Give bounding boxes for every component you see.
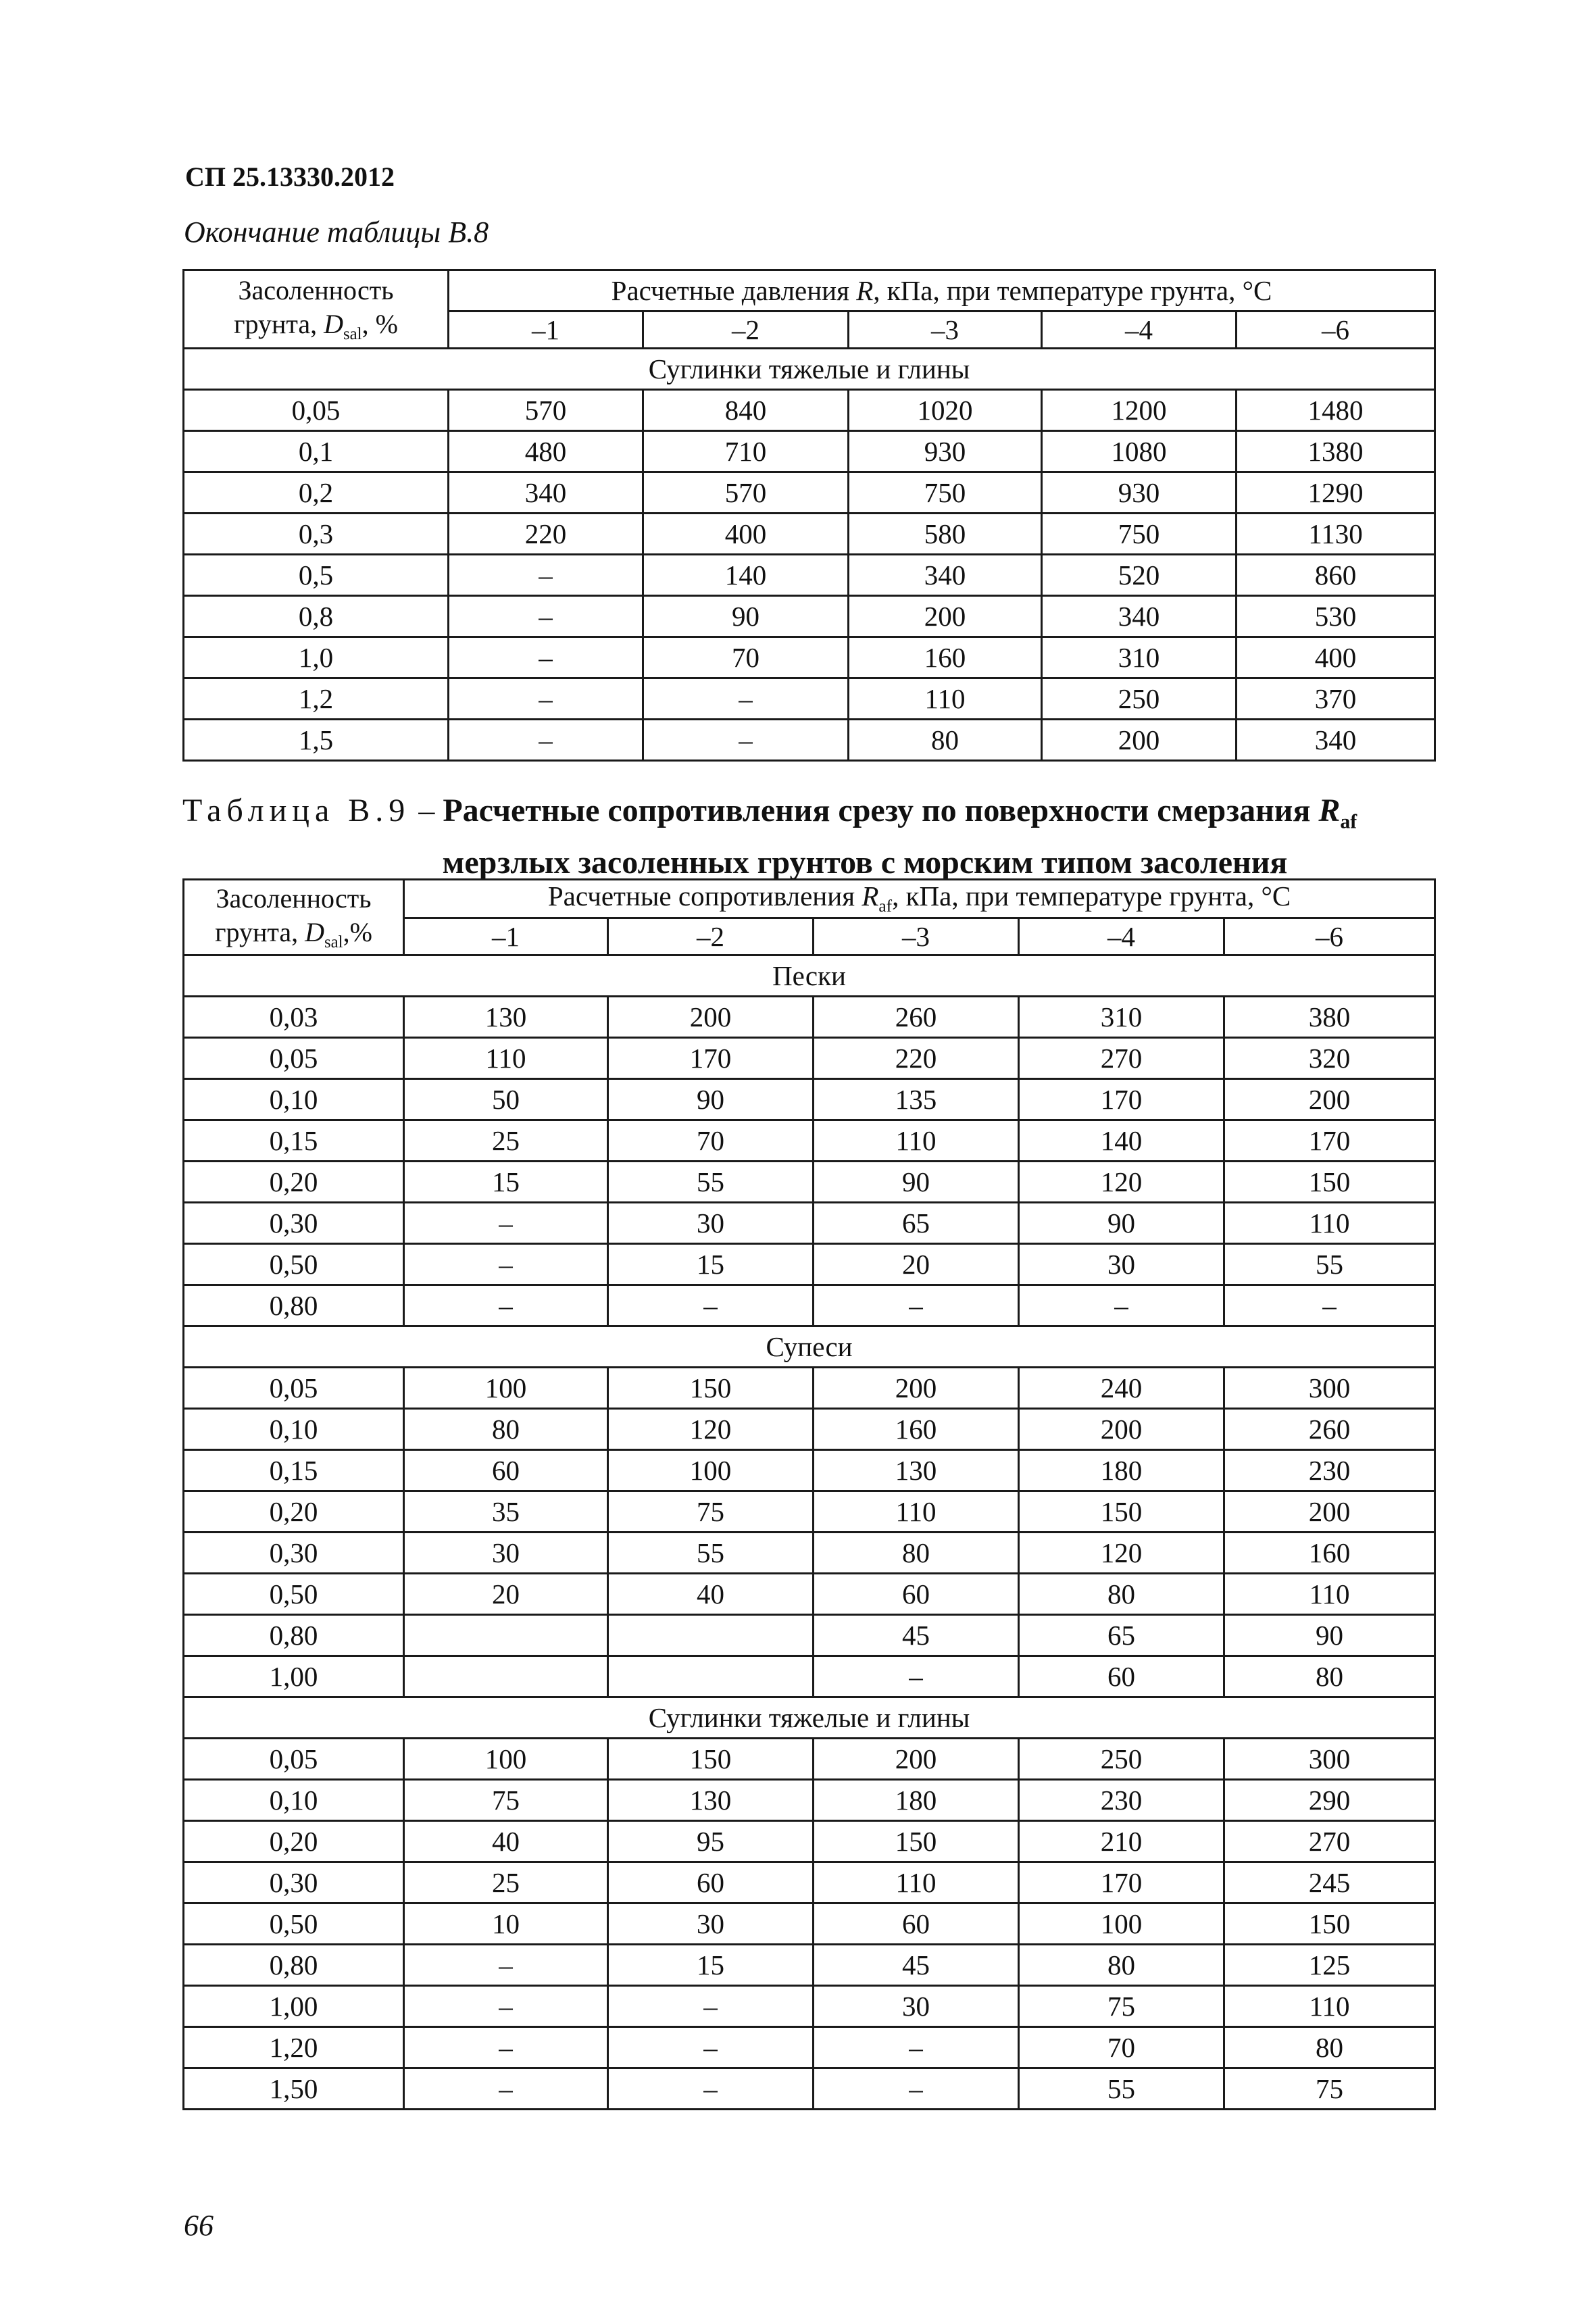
salinity-header: Засоленность грунта, $D_{sal}$, % — [184, 270, 449, 349]
value-cell: 340 — [1042, 596, 1237, 637]
value-cell: 90 — [608, 1079, 814, 1120]
table-row — [184, 472, 1435, 514]
table-b8-body — [184, 349, 1435, 761]
table-row — [184, 1244, 1435, 1285]
table-row — [184, 431, 1435, 472]
value-cell: – — [814, 1285, 1019, 1326]
value-cell: 930 — [849, 431, 1042, 472]
table-row — [184, 555, 1435, 596]
value-cell: 15 — [404, 1162, 608, 1203]
value-cell: 110 — [814, 1862, 1019, 1903]
value-cell: 230 — [1224, 1450, 1435, 1491]
salinity-cell: 0,30 — [184, 1533, 404, 1574]
value-cell: 160 — [849, 637, 1042, 678]
value-cell: 60 — [814, 1903, 1019, 1945]
salinity-cell: 0,10 — [184, 1409, 404, 1450]
value-cell: 310 — [1042, 637, 1237, 678]
salinity-cell: 0,1 — [184, 431, 449, 472]
salinity-cell: 0,50 — [184, 1903, 404, 1945]
value-cell: 1200 — [1042, 390, 1237, 431]
value-cell: 750 — [849, 472, 1042, 514]
value-cell: 570 — [449, 390, 643, 431]
value-cell: 370 — [1237, 678, 1435, 720]
salinity-cell: 0,80 — [184, 1285, 404, 1326]
value-cell: – — [404, 1203, 608, 1244]
value-cell: 310 — [1019, 997, 1224, 1038]
table-row — [184, 1986, 1435, 2027]
table-row — [184, 1285, 1435, 1326]
value-cell: 480 — [449, 431, 643, 472]
value-cell: 250 — [1019, 1739, 1224, 1780]
value-cell: 100 — [1019, 1903, 1224, 1945]
table-row — [184, 1491, 1435, 1533]
value-cell: – — [814, 2027, 1019, 2068]
value-cell: 55 — [608, 1533, 814, 1574]
table-row — [184, 1656, 1435, 1697]
value-cell: – — [814, 1656, 1019, 1697]
temperature-group-header: Расчетные давления R, кПа, при температуре грунта, °С — [449, 270, 1435, 312]
value-cell: 220 — [814, 1038, 1019, 1079]
value-cell: 100 — [404, 1739, 608, 1780]
section-row — [184, 349, 1435, 390]
value-cell: 380 — [1224, 997, 1435, 1038]
table-row — [184, 1574, 1435, 1615]
value-cell: 200 — [1224, 1491, 1435, 1533]
value-cell: – — [404, 2027, 608, 2068]
salinity-cell: 1,2 — [184, 678, 449, 720]
document-code: СП 25.13330.2012 — [185, 161, 395, 192]
value-cell: 150 — [1224, 1903, 1435, 1945]
value-cell: 75 — [1224, 2068, 1435, 2110]
section-title: Суглинки тяжелые и глины — [184, 1697, 1435, 1739]
salinity-cell: 0,50 — [184, 1244, 404, 1285]
value-cell: 35 — [404, 1491, 608, 1533]
value-cell: 200 — [1042, 720, 1237, 761]
value-cell: – — [449, 555, 643, 596]
value-cell: 130 — [814, 1450, 1019, 1491]
value-cell: 30 — [814, 1986, 1019, 2027]
value-cell: 125 — [1224, 1945, 1435, 1986]
salinity-cell: 0,10 — [184, 1780, 404, 1821]
value-cell: 60 — [1019, 1656, 1224, 1697]
value-cell: – — [643, 678, 849, 720]
table-b9-body — [184, 955, 1435, 2110]
section-row — [184, 955, 1435, 997]
value-cell: 260 — [1224, 1409, 1435, 1450]
value-cell: 340 — [1237, 720, 1435, 761]
value-cell: 75 — [404, 1780, 608, 1821]
value-cell: 860 — [1237, 555, 1435, 596]
table-row — [184, 997, 1435, 1038]
value-cell: 55 — [1019, 2068, 1224, 2110]
value-cell: 230 — [1019, 1780, 1224, 1821]
value-cell: 30 — [608, 1903, 814, 1945]
table-row — [184, 1862, 1435, 1903]
value-cell: 180 — [1019, 1450, 1224, 1491]
section-row — [184, 1697, 1435, 1739]
salinity-cell: 0,03 — [184, 997, 404, 1038]
value-cell: 80 — [1019, 1945, 1224, 1986]
table-row — [184, 2027, 1435, 2068]
temperature-header-cell: –3 — [814, 918, 1019, 955]
value-cell: 95 — [608, 1821, 814, 1862]
value-cell: 750 — [1042, 514, 1237, 555]
value-cell: 40 — [608, 1574, 814, 1615]
value-cell: – — [643, 720, 849, 761]
salinity-cell: 0,80 — [184, 1615, 404, 1656]
value-cell: 270 — [1224, 1821, 1435, 1862]
salinity-cell: 0,05 — [184, 1739, 404, 1780]
value-cell: 580 — [849, 514, 1042, 555]
value-cell: 15 — [608, 1244, 814, 1285]
table-b8 — [182, 269, 1436, 762]
value-cell: 120 — [1019, 1533, 1224, 1574]
value-cell: 90 — [1019, 1203, 1224, 1244]
value-cell: 340 — [449, 472, 643, 514]
table-row — [184, 1079, 1435, 1120]
value-cell: 100 — [404, 1368, 608, 1409]
value-cell: 150 — [814, 1821, 1019, 1862]
value-cell: 70 — [1019, 2027, 1224, 2068]
value-cell: 110 — [814, 1491, 1019, 1533]
value-cell: 170 — [1224, 1120, 1435, 1162]
value-cell: 110 — [1224, 1574, 1435, 1615]
table-row — [184, 1739, 1435, 1780]
value-cell: 1290 — [1237, 472, 1435, 514]
section-title: Суглинки тяжелые и глины — [184, 349, 1435, 390]
value-cell: 90 — [1224, 1615, 1435, 1656]
value-cell: 200 — [1224, 1079, 1435, 1120]
value-cell: 240 — [1019, 1368, 1224, 1409]
salinity-cell: 0,05 — [184, 390, 449, 431]
value-cell: 210 — [1019, 1821, 1224, 1862]
value-cell: 10 — [404, 1903, 608, 1945]
salinity-cell: 0,20 — [184, 1821, 404, 1862]
value-cell: 170 — [608, 1038, 814, 1079]
value-cell: 140 — [1019, 1120, 1224, 1162]
value-cell: 220 — [449, 514, 643, 555]
value-cell: 70 — [608, 1120, 814, 1162]
value-cell: 250 — [1042, 678, 1237, 720]
value-cell: 150 — [1019, 1491, 1224, 1533]
value-cell: 90 — [814, 1162, 1019, 1203]
value-cell: 55 — [608, 1162, 814, 1203]
table-row — [184, 2068, 1435, 2110]
value-cell: 60 — [608, 1862, 814, 1903]
value-cell: 300 — [1224, 1739, 1435, 1780]
value-cell: 30 — [1019, 1244, 1224, 1285]
value-cell: – — [404, 1986, 608, 2027]
temperature-header-cell: –6 — [1237, 312, 1435, 349]
temperature-header-cell: –3 — [849, 312, 1042, 349]
salinity-cell: 0,05 — [184, 1368, 404, 1409]
temperature-header-cell: –1 — [404, 918, 608, 955]
value-cell: 170 — [1019, 1079, 1224, 1120]
value-cell: – — [449, 678, 643, 720]
value-cell: 90 — [643, 596, 849, 637]
value-cell: 45 — [814, 1615, 1019, 1656]
value-cell — [404, 1656, 608, 1697]
value-cell: 80 — [849, 720, 1042, 761]
salinity-cell: 0,15 — [184, 1450, 404, 1491]
table-row — [184, 1780, 1435, 1821]
value-cell: 50 — [404, 1079, 608, 1120]
value-cell: – — [404, 2068, 608, 2110]
value-cell: 65 — [814, 1203, 1019, 1244]
table-row — [184, 678, 1435, 720]
salinity-cell: 1,0 — [184, 637, 449, 678]
table-row — [184, 1120, 1435, 1162]
value-cell: 70 — [643, 637, 849, 678]
section-title: Пески — [184, 955, 1435, 997]
temperature-header-cell: –4 — [1042, 312, 1237, 349]
salinity-cell: 0,8 — [184, 596, 449, 637]
salinity-cell: 0,3 — [184, 514, 449, 555]
value-cell: 1130 — [1237, 514, 1435, 555]
table-row — [184, 1203, 1435, 1244]
value-cell: 1080 — [1042, 431, 1237, 472]
salinity-cell: 0,20 — [184, 1491, 404, 1533]
value-cell: – — [608, 2027, 814, 2068]
salinity-cell: 0,50 — [184, 1574, 404, 1615]
value-cell: 245 — [1224, 1862, 1435, 1903]
value-cell: 200 — [814, 1368, 1019, 1409]
value-cell: 80 — [1224, 2027, 1435, 2068]
table-row — [184, 720, 1435, 761]
temperature-header-cell: –4 — [1019, 918, 1224, 955]
value-cell: 160 — [1224, 1533, 1435, 1574]
value-cell: – — [1019, 1285, 1224, 1326]
salinity-cell: 0,05 — [184, 1038, 404, 1079]
value-cell: 110 — [404, 1038, 608, 1079]
value-cell: 60 — [814, 1574, 1019, 1615]
value-cell: 30 — [404, 1533, 608, 1574]
value-cell: – — [608, 2068, 814, 2110]
temperature-group-header: Расчетные сопротивления $R_{af}$, кПа, при температуре грунта, °С — [404, 880, 1435, 918]
value-cell: – — [404, 1285, 608, 1326]
table-row — [184, 514, 1435, 555]
table-row — [184, 596, 1435, 637]
value-cell: – — [449, 637, 643, 678]
value-cell: 150 — [608, 1368, 814, 1409]
value-cell: 400 — [1237, 637, 1435, 678]
salinity-header: Засоленность грунта, $D_{sal},\%$ — [184, 880, 404, 955]
value-cell: 530 — [1237, 596, 1435, 637]
value-cell: 1020 — [849, 390, 1042, 431]
salinity-cell: 0,15 — [184, 1120, 404, 1162]
value-cell: – — [608, 1285, 814, 1326]
salinity-cell: 1,00 — [184, 1986, 404, 2027]
value-cell: 20 — [814, 1244, 1019, 1285]
value-cell: – — [814, 2068, 1019, 2110]
value-cell — [404, 1615, 608, 1656]
value-cell: 110 — [1224, 1203, 1435, 1244]
value-cell: – — [449, 720, 643, 761]
table-row — [184, 637, 1435, 678]
salinity-cell: 1,00 — [184, 1656, 404, 1697]
table-row — [184, 390, 1435, 431]
value-cell: 135 — [814, 1079, 1019, 1120]
value-cell: 320 — [1224, 1038, 1435, 1079]
value-cell: 160 — [814, 1409, 1019, 1450]
value-cell: 75 — [1019, 1986, 1224, 2027]
value-cell: 80 — [1224, 1656, 1435, 1697]
value-cell: 150 — [1224, 1162, 1435, 1203]
value-cell: 270 — [1019, 1038, 1224, 1079]
table-row — [184, 1450, 1435, 1491]
temperature-header-cell: –6 — [1224, 918, 1435, 955]
salinity-cell: 1,20 — [184, 2027, 404, 2068]
value-cell: 80 — [404, 1409, 608, 1450]
value-cell: 20 — [404, 1574, 608, 1615]
value-cell: 15 — [608, 1945, 814, 1986]
value-cell — [608, 1656, 814, 1697]
table-b9 — [182, 878, 1436, 2110]
value-cell: 75 — [608, 1491, 814, 1533]
value-cell: 200 — [849, 596, 1042, 637]
value-cell: – — [1224, 1285, 1435, 1326]
table-row — [184, 1821, 1435, 1862]
value-cell: 40 — [404, 1821, 608, 1862]
value-cell: 840 — [643, 390, 849, 431]
table-b9-title: Таблица В.9 – Расчетные сопротивления срезу по поверхности смерзания $R_{af}$ мерзлых засоленных грунтов с морским типом засоления — [182, 793, 1357, 880]
table-row — [184, 1162, 1435, 1203]
continuation-caption: Окончание таблицы В.8 — [184, 216, 489, 249]
value-cell: 930 — [1042, 472, 1237, 514]
value-cell: 25 — [404, 1862, 608, 1903]
section-title: Супеси — [184, 1326, 1435, 1368]
value-cell: 45 — [814, 1945, 1019, 1986]
value-cell: 60 — [404, 1450, 608, 1491]
value-cell: 80 — [1019, 1574, 1224, 1615]
table-row — [184, 1368, 1435, 1409]
value-cell: 1480 — [1237, 390, 1435, 431]
value-cell: 120 — [1019, 1162, 1224, 1203]
value-cell: 110 — [814, 1120, 1019, 1162]
value-cell: 300 — [1224, 1368, 1435, 1409]
table-row — [184, 1038, 1435, 1079]
value-cell: 110 — [1224, 1986, 1435, 2027]
value-cell: 130 — [608, 1780, 814, 1821]
value-cell: 120 — [608, 1409, 814, 1450]
value-cell: 30 — [608, 1203, 814, 1244]
value-cell: 200 — [608, 997, 814, 1038]
salinity-cell: 0,2 — [184, 472, 449, 514]
value-cell: 130 — [404, 997, 608, 1038]
value-cell: 140 — [643, 555, 849, 596]
temperature-header-cell: –2 — [608, 918, 814, 955]
value-cell: 400 — [643, 514, 849, 555]
value-cell: 55 — [1224, 1244, 1435, 1285]
value-cell — [608, 1615, 814, 1656]
value-cell: 1380 — [1237, 431, 1435, 472]
value-cell: 710 — [643, 431, 849, 472]
value-cell: 25 — [404, 1120, 608, 1162]
value-cell: 290 — [1224, 1780, 1435, 1821]
table-row — [184, 1903, 1435, 1945]
table-row — [184, 1533, 1435, 1574]
value-cell: 340 — [849, 555, 1042, 596]
salinity-cell: 0,10 — [184, 1079, 404, 1120]
value-cell: – — [404, 1244, 608, 1285]
value-cell: 520 — [1042, 555, 1237, 596]
value-cell: 110 — [849, 678, 1042, 720]
value-cell: 570 — [643, 472, 849, 514]
value-cell: 100 — [608, 1450, 814, 1491]
salinity-cell: 0,30 — [184, 1862, 404, 1903]
salinity-cell: 0,80 — [184, 1945, 404, 1986]
value-cell: 80 — [814, 1533, 1019, 1574]
value-cell: – — [608, 1986, 814, 2027]
salinity-cell: 0,5 — [184, 555, 449, 596]
salinity-cell: 0,30 — [184, 1203, 404, 1244]
table-row — [184, 1409, 1435, 1450]
table-row — [184, 1945, 1435, 1986]
value-cell: 180 — [814, 1780, 1019, 1821]
page-number: 66 — [184, 2209, 214, 2242]
value-cell: – — [449, 596, 643, 637]
value-cell: 260 — [814, 997, 1019, 1038]
value-cell: 150 — [608, 1739, 814, 1780]
temperature-header-cell: –2 — [643, 312, 849, 349]
section-row — [184, 1326, 1435, 1368]
value-cell: 65 — [1019, 1615, 1224, 1656]
salinity-cell: 1,50 — [184, 2068, 404, 2110]
table-row — [184, 1615, 1435, 1656]
value-cell: 200 — [814, 1739, 1019, 1780]
salinity-cell: 0,20 — [184, 1162, 404, 1203]
salinity-cell: 1,5 — [184, 720, 449, 761]
value-cell: – — [404, 1945, 608, 1986]
value-cell: 200 — [1019, 1409, 1224, 1450]
temperature-header-cell: –1 — [449, 312, 643, 349]
value-cell: 170 — [1019, 1862, 1224, 1903]
